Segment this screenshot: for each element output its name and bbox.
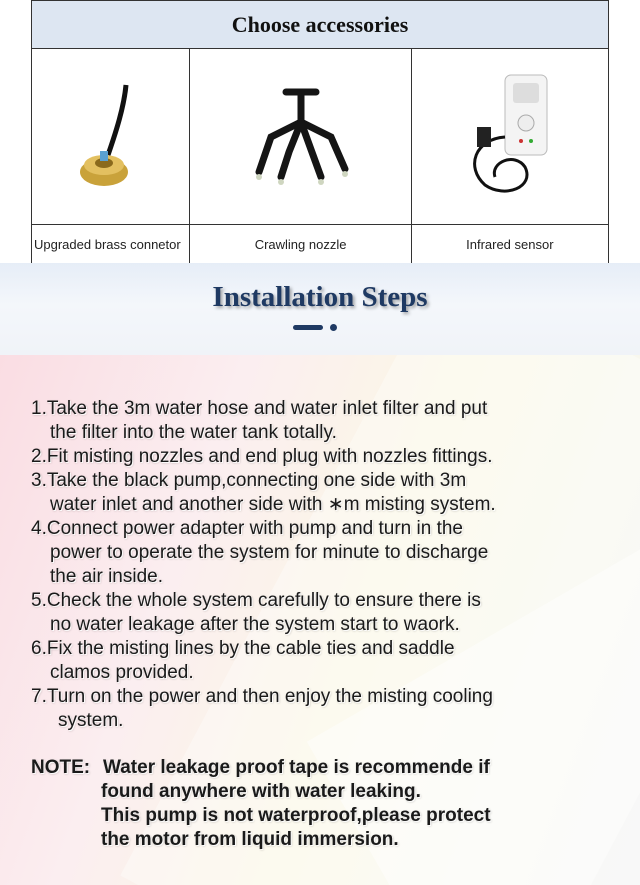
note-line-4: the motor from liquid immersion.: [101, 829, 399, 850]
step-7-line-1: 7.Turn on the power and then enjoy the misting cooling: [31, 686, 493, 707]
infrared-sensor-icon: [455, 67, 565, 207]
note-label: NOTE:: [31, 757, 91, 778]
steps-panel: [0, 355, 640, 885]
accessory-label-brass: Upgraded brass connetor: [32, 225, 190, 264]
installation-banner: [0, 263, 640, 355]
brass-connector-icon: [66, 77, 156, 197]
step-1-line-1: 1.Take the 3m water hose and water inlet filter and put: [31, 398, 488, 419]
step-2-line-1: 2.Fit misting nozzles and end plug with nozzles fittings.: [31, 446, 493, 467]
infrared-sensor-image: [411, 49, 608, 225]
step-5-line-2: no water leakage after the system start to waork.: [50, 614, 460, 635]
crawling-nozzle-image: [190, 49, 411, 225]
step-7-line-2: system.: [58, 710, 124, 731]
step-4-line-1: 4.Connect power adapter with pump and turn in the: [31, 518, 463, 539]
step-5-line-1: 5.Check the whole system carefully to ensure there is: [31, 590, 481, 611]
accessory-label-nozzle: Crawling nozzle: [190, 225, 411, 264]
accessories-table: [31, 0, 609, 264]
brass-connector-image: [32, 49, 190, 225]
note-line-1: Water leakage proof tape is recommende if: [103, 757, 490, 778]
note-line-3: This pump is not waterproof,please protect: [101, 805, 491, 826]
accessories-title: Choose accessories: [32, 1, 609, 49]
step-4-line-3: the air inside.: [50, 566, 164, 587]
note-line-2: found anywhere with water leaking.: [101, 781, 421, 802]
installation-title: Installation Steps: [212, 281, 428, 313]
step-3-line-2: water inlet and another side with ∗m misting system.: [50, 494, 496, 515]
step-1-line-2: the filter into the water tank totally.: [50, 422, 337, 443]
accessory-label-sensor: Infrared sensor: [411, 225, 608, 264]
title-underline-dash: [293, 325, 323, 330]
title-underline-dot: [330, 324, 337, 331]
step-4-line-2: power to operate the system for minute to discharge: [50, 542, 489, 563]
step-3-line-1: 3.Take the black pump,connecting one side with 3m: [31, 470, 467, 491]
step-6-line-2: clamos provided.: [50, 662, 194, 683]
step-6-line-1: 6.Fix the misting lines by the cable ties and saddle: [31, 638, 455, 659]
crawling-nozzle-icon: [241, 77, 361, 197]
